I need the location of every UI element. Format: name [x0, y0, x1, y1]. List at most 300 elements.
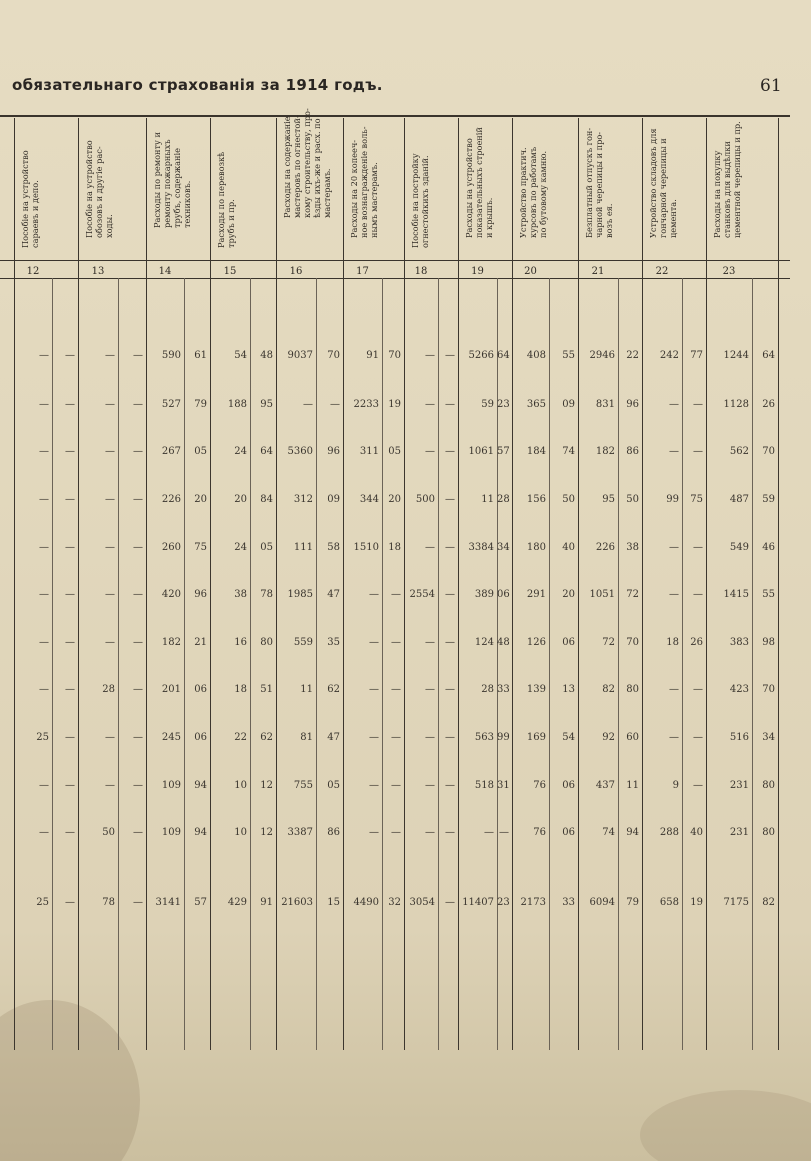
table-cell-kopecks: 80 [762, 780, 775, 791]
table-cell-kopecks: 77 [690, 350, 703, 361]
table-cell-rubles: 126 [526, 637, 546, 648]
table-cell-kopecks: 40 [562, 542, 575, 553]
table-cell-kopecks: 58 [327, 542, 340, 553]
table-cell-rubles: 389 [474, 589, 494, 600]
table-cell-kopecks: — [391, 827, 401, 838]
table-cell-kopecks: 96 [327, 446, 340, 457]
table-cell-kopecks: 84 [260, 494, 273, 505]
table-cell-kopecks: — [391, 780, 401, 791]
table-cell-rubles: — [425, 780, 435, 791]
table-cell-rubles: 3384 [468, 542, 494, 553]
table-cell-kopecks: — [693, 399, 703, 410]
table-cell-kopecks: 20 [388, 494, 401, 505]
table-cell-kopecks: 06 [562, 780, 575, 791]
column-divider [146, 118, 147, 1050]
table-cell-kopecks: 06 [562, 637, 575, 648]
table-cell-kopecks: 70 [762, 684, 775, 695]
table-cell-rubles: 1244 [723, 350, 749, 361]
table-cell-kopecks: 60 [626, 732, 639, 743]
table-cell-rubles: 383 [729, 637, 749, 648]
table-cell-rubles: 1051 [589, 589, 615, 600]
table-cell-rubles: 156 [526, 494, 546, 505]
table-cell-kopecks: — [65, 827, 75, 838]
table-cell-rubles: 516 [729, 732, 749, 743]
table-cell-kopecks: — [330, 399, 340, 410]
total-cell-rubles: 6094 [589, 897, 615, 908]
column-heading [462, 122, 510, 258]
column-divider [642, 118, 643, 1050]
table-cell-rubles: — [39, 494, 49, 505]
kopeck-divider [52, 278, 53, 1050]
table-cell-kopecks: — [133, 684, 143, 695]
table-cell-rubles: 559 [293, 637, 313, 648]
table-cell-kopecks: 70 [388, 350, 401, 361]
table-cell-kopecks: — [65, 446, 75, 457]
column-divider [512, 118, 513, 1050]
table-cell-rubles: — [369, 589, 379, 600]
table-cell-rubles: 312 [293, 494, 313, 505]
column-heading [710, 122, 776, 258]
total-cell-rubles: 2173 [520, 897, 546, 908]
table-cell-kopecks: — [133, 446, 143, 457]
table-cell-rubles: 527 [161, 399, 181, 410]
column-heading-text: Расходы на покупку станковъ для выдѣлки цементной черепицы и пр. [712, 121, 742, 238]
table-cell-kopecks: 98 [762, 637, 775, 648]
table-cell-rubles: 54 [234, 350, 247, 361]
table-cell-kopecks: 72 [626, 589, 639, 600]
kopeck-divider [184, 278, 185, 1050]
table-cell-rubles: 267 [161, 446, 181, 457]
table-cell-rubles: 487 [729, 494, 749, 505]
table-cell-kopecks: 55 [562, 350, 575, 361]
table-cell-rubles: — [39, 780, 49, 791]
table-cell-kopecks: 34 [497, 542, 510, 553]
table-cell-rubles: — [425, 446, 435, 457]
table-cell-rubles: — [105, 494, 115, 505]
table-cell-kopecks: 05 [327, 780, 340, 791]
table-cell-rubles: 76 [533, 827, 546, 838]
table-cell-kopecks: — [445, 732, 455, 743]
table-cell-rubles: — [425, 350, 435, 361]
table-cell-kopecks: 09 [327, 494, 340, 505]
column-number: 15 [223, 266, 237, 277]
column-heading [82, 122, 144, 258]
table-cell-rubles: 437 [595, 780, 615, 791]
table-cell-kopecks: 06 [562, 827, 575, 838]
table-cell-kopecks: 28 [497, 494, 510, 505]
table-cell-kopecks: 70 [626, 637, 639, 648]
table-cell-rubles: 10 [234, 827, 247, 838]
table-cell-kopecks: 50 [626, 494, 639, 505]
table-cell-kopecks: 80 [626, 684, 639, 695]
table-cell-kopecks: 47 [327, 732, 340, 743]
column-divider [210, 118, 211, 1050]
table-cell-rubles: 755 [293, 780, 313, 791]
total-cell-kopecks: 82 [762, 897, 775, 908]
table-cell-kopecks: — [65, 399, 75, 410]
total-cell-kopecks: 57 [194, 897, 207, 908]
column-divider [404, 118, 405, 1050]
table-cell-kopecks: — [65, 494, 75, 505]
table-cell-kopecks: 64 [260, 446, 273, 457]
table-cell-kopecks: — [693, 446, 703, 457]
table-cell-rubles: — [425, 399, 435, 410]
table-cell-rubles: 188 [227, 399, 247, 410]
column-heading-text: Пособіе на постройку огнестойкихъ зданій. [410, 153, 430, 248]
total-cell-rubles: 3141 [155, 897, 181, 908]
table-cell-rubles: 10 [234, 780, 247, 791]
table-cell-kopecks: — [133, 827, 143, 838]
kopeck-divider [549, 278, 550, 1050]
table-cell-rubles: 201 [161, 684, 181, 695]
table-cell-kopecks: — [693, 732, 703, 743]
table-cell-kopecks: — [133, 350, 143, 361]
table-cell-kopecks: 05 [260, 542, 273, 553]
table-cell-kopecks: 09 [562, 399, 575, 410]
table-cell-rubles: 2946 [589, 350, 615, 361]
table-cell-rubles: — [39, 399, 49, 410]
table-cell-kopecks: 79 [194, 399, 207, 410]
table-cell-rubles: 20 [234, 494, 247, 505]
table-cell-kopecks: 57 [497, 446, 510, 457]
column-heading [408, 122, 456, 258]
table-cell-kopecks: 70 [762, 446, 775, 457]
table-cell-rubles: 11 [300, 684, 313, 695]
page-number: 61 [760, 76, 782, 96]
table-cell-kopecks: — [133, 494, 143, 505]
table-cell-rubles: — [669, 399, 679, 410]
total-cell-kopecks: — [445, 897, 455, 908]
page-header-title: обязательнаго страхованія за 1914 годъ. [12, 76, 383, 94]
total-cell-kopecks: — [133, 897, 143, 908]
table-cell-kopecks: 11 [626, 780, 639, 791]
table-cell-rubles: 420 [161, 589, 181, 600]
table-cell-kopecks: 40 [690, 827, 703, 838]
table-cell-rubles: 1985 [287, 589, 313, 600]
table-cell-rubles: 2233 [353, 399, 379, 410]
table-cell-kopecks: — [391, 684, 401, 695]
column-divider [14, 118, 15, 1050]
table-cell-kopecks: — [65, 637, 75, 648]
column-divider [778, 118, 779, 1050]
table-cell-rubles: 500 [415, 494, 435, 505]
table-cell-rubles: — [39, 637, 49, 648]
kopeck-divider [250, 278, 251, 1050]
table-cell-kopecks: 99 [497, 732, 510, 743]
table-cell-kopecks: 13 [562, 684, 575, 695]
table-cell-rubles: 563 [474, 732, 494, 743]
total-cell-kopecks: — [65, 897, 75, 908]
table-cell-rubles: 109 [161, 827, 181, 838]
table-cell-rubles: 184 [526, 446, 546, 457]
table-cell-kopecks: 21 [194, 637, 207, 648]
column-heading [18, 122, 76, 258]
column-heading-text: Расходы по ремонту и ремонту пожарныхъ трубъ, содержаніе техниковъ. [152, 132, 192, 228]
table-cell-kopecks: — [391, 589, 401, 600]
table-cell-rubles: — [669, 732, 679, 743]
column-divider [458, 118, 459, 1050]
table-cell-rubles: 38 [234, 589, 247, 600]
table-cell-kopecks: — [693, 542, 703, 553]
table-cell-rubles: 28 [481, 684, 494, 695]
table-cell-rubles: 231 [729, 827, 749, 838]
kopeck-divider [316, 278, 317, 1050]
table-cell-rubles: — [105, 637, 115, 648]
table-cell-kopecks: 26 [690, 637, 703, 648]
table-cell-rubles: — [425, 637, 435, 648]
table-cell-rubles: 562 [729, 446, 749, 457]
table-cell-kopecks: 95 [260, 399, 273, 410]
table-cell-rubles: 549 [729, 542, 749, 553]
table-cell-kopecks: 47 [327, 589, 340, 600]
table-cell-kopecks: 78 [260, 589, 273, 600]
table-cell-rubles: 423 [729, 684, 749, 695]
table-cell-rubles: 22 [234, 732, 247, 743]
table-cell-kopecks: 48 [497, 637, 510, 648]
table-cell-rubles: 226 [595, 542, 615, 553]
table-cell-kopecks: — [133, 589, 143, 600]
table-cell-rubles: 180 [526, 542, 546, 553]
table-cell-rubles: 24 [234, 446, 247, 457]
column-heading [646, 122, 704, 258]
table-cell-rubles: 5360 [287, 446, 313, 457]
column-heading-text: Устройство практич. курсовъ по работамъ по бутовому камню. [518, 146, 548, 238]
table-cell-rubles: — [369, 780, 379, 791]
table-cell-kopecks: — [445, 399, 455, 410]
column-heading-text: Пособіе на устройство обозовъ и другіе рас- ходы. [84, 140, 114, 238]
total-cell-rubles: 78 [102, 897, 115, 908]
table-cell-rubles: 18 [234, 684, 247, 695]
table-cell-kopecks: 75 [690, 494, 703, 505]
table-cell-rubles: 590 [161, 350, 181, 361]
table-cell-rubles: 518 [474, 780, 494, 791]
total-cell-rubles: 7175 [723, 897, 749, 908]
table-cell-rubles: 95 [602, 494, 615, 505]
table-cell-rubles: 1128 [723, 399, 749, 410]
column-heading-text: Расходы по перевозкѣ трубъ и пр. [216, 151, 236, 248]
table-cell-kopecks: 50 [562, 494, 575, 505]
table-cell-kopecks: — [693, 589, 703, 600]
table-cell-kopecks: 75 [194, 542, 207, 553]
total-cell-kopecks: 79 [626, 897, 639, 908]
table-cell-kopecks: — [65, 684, 75, 695]
table-cell-rubles: 74 [602, 827, 615, 838]
kopeck-divider [438, 278, 439, 1050]
column-divider [78, 118, 79, 1050]
table-cell-rubles: — [39, 684, 49, 695]
table-cell-kopecks: 62 [260, 732, 273, 743]
column-divider [276, 118, 277, 1050]
table-cell-rubles: 76 [533, 780, 546, 791]
table-cell-rubles: 291 [526, 589, 546, 600]
table-cell-rubles: — [105, 542, 115, 553]
column-number: 19 [471, 266, 484, 277]
table-cell-kopecks: 55 [762, 589, 775, 600]
table-cell-kopecks: 94 [626, 827, 639, 838]
table-cell-kopecks: — [391, 732, 401, 743]
table-cell-rubles: 260 [161, 542, 181, 553]
table-cell-rubles: 18 [666, 637, 679, 648]
table-cell-kopecks: — [445, 350, 455, 361]
table-cell-rubles: 1415 [723, 589, 749, 600]
total-cell-rubles: 21603 [281, 897, 313, 908]
column-heading-text: Пособіе на устройство сараевъ и депо. [20, 150, 40, 248]
kopeck-divider [682, 278, 683, 1050]
table-cell-rubles: 139 [526, 684, 546, 695]
table-cell-rubles: 1510 [353, 542, 379, 553]
total-cell-kopecks: 23 [497, 897, 510, 908]
table-cell-rubles: 9 [672, 780, 679, 791]
table-cell-kopecks: 06 [194, 684, 207, 695]
table-cell-kopecks: — [65, 542, 75, 553]
total-cell-kopecks: 15 [327, 897, 340, 908]
total-cell-rubles: 11407 [462, 897, 494, 908]
total-cell-rubles: 4490 [353, 897, 379, 908]
table-cell-kopecks: 22 [626, 350, 639, 361]
column-heading-text: Безплатный отпускъ гон- чарной черепицы и про- возъ ея. [584, 127, 614, 238]
table-cell-kopecks: 35 [327, 637, 340, 648]
table-cell-rubles: 344 [359, 494, 379, 505]
table-cell-rubles: 28 [102, 684, 115, 695]
column-number: 20 [524, 266, 537, 277]
table-cell-rubles: 365 [526, 399, 546, 410]
table-cell-rubles: 111 [293, 542, 313, 553]
table-cell-kopecks: 94 [194, 827, 207, 838]
total-cell-kopecks: 19 [690, 897, 703, 908]
table-cell-kopecks: — [65, 350, 75, 361]
table-cell-rubles: — [39, 827, 49, 838]
table-cell-kopecks: 26 [762, 399, 775, 410]
table-cell-rubles: 831 [595, 399, 615, 410]
table-cell-kopecks: 62 [327, 684, 340, 695]
table-cell-kopecks: 19 [388, 399, 401, 410]
table-cell-kopecks: 31 [497, 780, 510, 791]
column-number: 17 [356, 266, 369, 277]
table-cell-rubles: — [39, 350, 49, 361]
table-cell-kopecks: — [65, 780, 75, 791]
table-cell-kopecks: — [133, 637, 143, 648]
table-cell-kopecks: 64 [497, 350, 510, 361]
table-cell-kopecks: — [445, 684, 455, 695]
column-divider [706, 118, 707, 1050]
table-cell-rubles: 82 [602, 684, 615, 695]
table-cell-kopecks: 80 [762, 827, 775, 838]
table-cell-rubles: — [484, 827, 494, 838]
column-heading [150, 122, 208, 258]
table-cell-kopecks: — [693, 684, 703, 695]
column-heading-text: Расходы на 20 копееч- ное вознагражденіе воль- нымъ мастерамъ. [349, 126, 379, 238]
table-cell-kopecks: 12 [260, 780, 273, 791]
table-cell-rubles: 5266 [468, 350, 494, 361]
table-cell-rubles: — [425, 684, 435, 695]
table-cell-rubles: 1061 [468, 446, 494, 457]
table-cell-rubles: 288 [659, 827, 679, 838]
table-cell-kopecks: 86 [327, 827, 340, 838]
table-cell-rubles: 16 [234, 637, 247, 648]
header-bottom-rule [0, 260, 790, 261]
table-cell-kopecks: 12 [260, 827, 273, 838]
paper-stain [0, 1000, 140, 1161]
table-cell-rubles: — [105, 732, 115, 743]
table-cell-kopecks: 38 [626, 542, 639, 553]
table-cell-rubles: — [105, 446, 115, 457]
column-heading-text: Расходы на содержаніе мастеровъ по огнестой- кому строительству, про- ѣзды ихъ-же и расх. по мастерамъ. [282, 108, 332, 218]
table-cell-kopecks: — [133, 542, 143, 553]
table-cell-kopecks: — [445, 446, 455, 457]
column-heading [214, 122, 274, 258]
column-number: 21 [591, 266, 605, 277]
table-cell-kopecks: 96 [626, 399, 639, 410]
table-cell-rubles: — [105, 399, 115, 410]
column-number: 23 [722, 266, 736, 277]
table-cell-rubles: — [39, 589, 49, 600]
column-number: 22 [655, 266, 669, 277]
table-cell-kopecks: 51 [260, 684, 273, 695]
table-cell-kopecks: 20 [194, 494, 207, 505]
total-cell-rubles: 429 [227, 897, 247, 908]
table-cell-kopecks: 59 [762, 494, 775, 505]
table-cell-kopecks: 61 [194, 350, 207, 361]
column-heading-text: Устройство складовъ для гончарной черепицы и цемента. [648, 128, 678, 238]
table-cell-rubles: — [669, 589, 679, 600]
column-number: 14 [158, 266, 172, 277]
table-cell-rubles: 3387 [287, 827, 313, 838]
table-cell-kopecks: — [133, 399, 143, 410]
table-cell-kopecks: — [445, 780, 455, 791]
kopeck-divider [382, 278, 383, 1050]
table-cell-kopecks: 48 [260, 350, 273, 361]
column-number: 13 [91, 266, 105, 277]
column-heading [516, 122, 576, 258]
column-number: 18 [414, 266, 428, 277]
table-cell-rubles: — [303, 399, 313, 410]
total-cell-rubles: 25 [36, 897, 49, 908]
table-cell-kopecks: — [133, 732, 143, 743]
table-cell-kopecks: — [391, 637, 401, 648]
table-cell-kopecks: 94 [194, 780, 207, 791]
table-cell-kopecks: 64 [762, 350, 775, 361]
table-cell-rubles: — [369, 684, 379, 695]
table-cell-kopecks: — [445, 827, 455, 838]
table-cell-kopecks: — [65, 732, 75, 743]
column-heading [582, 122, 640, 258]
total-cell-kopecks: 91 [260, 897, 273, 908]
table-cell-rubles: 169 [526, 732, 546, 743]
table-cell-rubles: 311 [359, 446, 379, 457]
table-cell-kopecks: 23 [497, 399, 510, 410]
total-cell-kopecks: 32 [388, 897, 401, 908]
table-cell-rubles: — [669, 542, 679, 553]
table-cell-kopecks: 05 [388, 446, 401, 457]
table-cell-rubles: 81 [300, 732, 313, 743]
table-cell-rubles: — [369, 827, 379, 838]
table-cell-kopecks: — [133, 780, 143, 791]
table-cell-rubles: 231 [729, 780, 749, 791]
table-cell-kopecks: 18 [388, 542, 401, 553]
table-cell-kopecks: 20 [562, 589, 575, 600]
table-cell-rubles: — [669, 684, 679, 695]
table-cell-kopecks: — [499, 827, 509, 838]
table-cell-rubles: — [105, 350, 115, 361]
column-number: 12 [26, 266, 40, 277]
total-cell-kopecks: 33 [562, 897, 575, 908]
table-cell-kopecks: — [445, 589, 455, 600]
table-cell-kopecks: 34 [762, 732, 775, 743]
table-cell-rubles: 182 [161, 637, 181, 648]
table-cell-kopecks: — [445, 494, 455, 505]
table-cell-rubles: — [425, 827, 435, 838]
table-cell-kopecks: — [65, 589, 75, 600]
